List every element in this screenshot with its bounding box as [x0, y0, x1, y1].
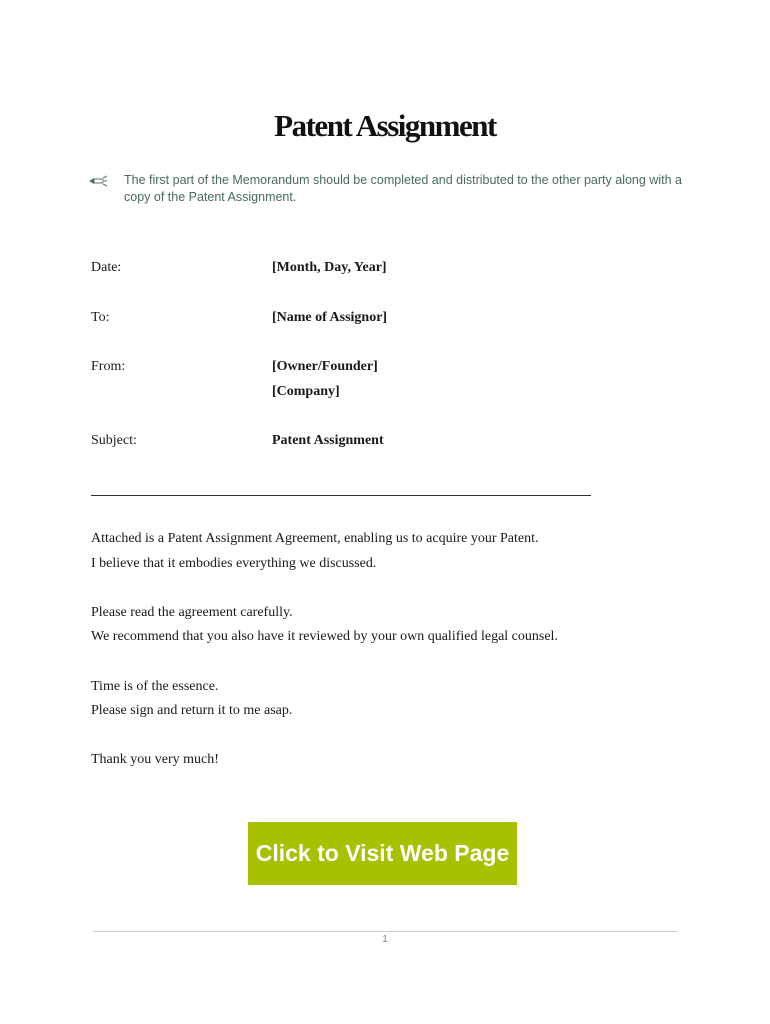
body-line: Attached is a Patent Assignment Agreement, enabling us to acquire your Patent. — [91, 531, 539, 546]
header-divider — [91, 495, 591, 496]
body-line: Please read the agreement carefully. — [91, 605, 293, 620]
body-line: Thank you very much! — [91, 752, 219, 767]
footer-divider — [93, 931, 677, 932]
date-value: [Month, Day, Year] — [272, 260, 387, 275]
page-number: 1 — [382, 934, 388, 945]
from-value-owner: [Owner/Founder] — [272, 359, 378, 374]
to-value: [Name of Assignor] — [272, 310, 388, 325]
body-line: Time is of the essence. — [91, 679, 219, 694]
document-title: Patent Assignment — [274, 108, 496, 143]
body-line: Please sign and return it to me asap. — [91, 703, 293, 718]
to-label: To: — [91, 310, 110, 325]
instruction-note-text: The first part of the Memorandum should be completed and distributed to the other party along with a copy of the Patent Assignment. — [124, 173, 682, 204]
subject-value: Patent Assignment — [272, 433, 384, 448]
body-line: We recommend that you also have it reviewed by your own qualified legal counsel. — [91, 629, 558, 644]
visit-web-page-button[interactable]: Click to Visit Web Page — [248, 822, 517, 885]
subject-label: Subject: — [91, 433, 137, 448]
pointing-hand-icon — [88, 174, 108, 188]
body-line: I believe that it embodies everything we discussed. — [91, 556, 377, 571]
from-value-company: [Company] — [272, 384, 340, 399]
date-label: Date: — [91, 260, 122, 275]
from-label: From: — [91, 359, 126, 374]
